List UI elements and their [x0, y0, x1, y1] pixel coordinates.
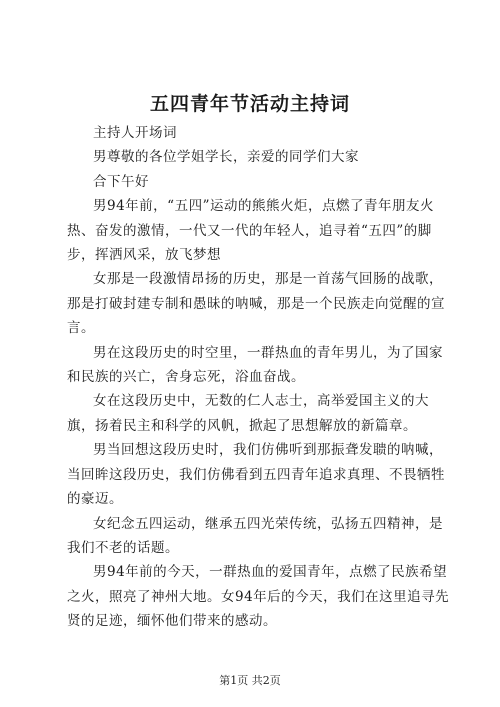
document-title: 五四青年节活动主持词: [149, 93, 350, 115]
paragraph: 男在这段历史的时空里，一群热血的青年男儿，为了国家和民族的兴亡，舍身忘死，浴血奋战。: [67, 344, 443, 386]
paragraph: 主持人开场词: [93, 125, 177, 141]
paragraph: 女纪念五四运动，继承五四光荣传统，弘扬五四精神，是我们不老的话题。: [67, 515, 443, 556]
paragraph: 女那是一段激情昂扬的历史，那是一首荡气回肠的战歌，那是打破封建专制和愚昧的呐喊，那是一个民族走向觉醒的宣言。: [67, 271, 445, 337]
document-body: [67, 121, 455, 634]
paragraph: 女在这段历史中，无数的仁人志士，高举爱国主义的大旗，扬着民主和科学的风帆，掀起了思想解放的新篇章。: [67, 393, 429, 434]
paragraph: 男尊敬的各位学姐学长，亲爱的同学们大家: [93, 149, 359, 166]
paragraph: 男当回想这段历史时，我们仿佛听到那振聋发聩的呐喊，当回眸这段历史，我们仿佛看到五四青年追求真理、不畏牺牲的豪迈。: [67, 442, 445, 508]
page-indicator: 第1页 共2页: [219, 674, 281, 687]
paragraph: 男94年前，“五四”运动的熊熊火炬，点燃了青年朋友火热、奋发的激情，一代又一代的年轻人，追寻着“五四”的脚步，挥洒风采，放飞梦想: [67, 198, 434, 264]
paragraph: 男94年前的今天，一群热血的爱国青年，点燃了民族希望之火，照亮了神州大地。女94年后的今天，我们在这里追寻先贤的足迹，缅怀他们带来的感动。: [67, 564, 450, 630]
paragraph: 合下午好: [93, 173, 149, 190]
